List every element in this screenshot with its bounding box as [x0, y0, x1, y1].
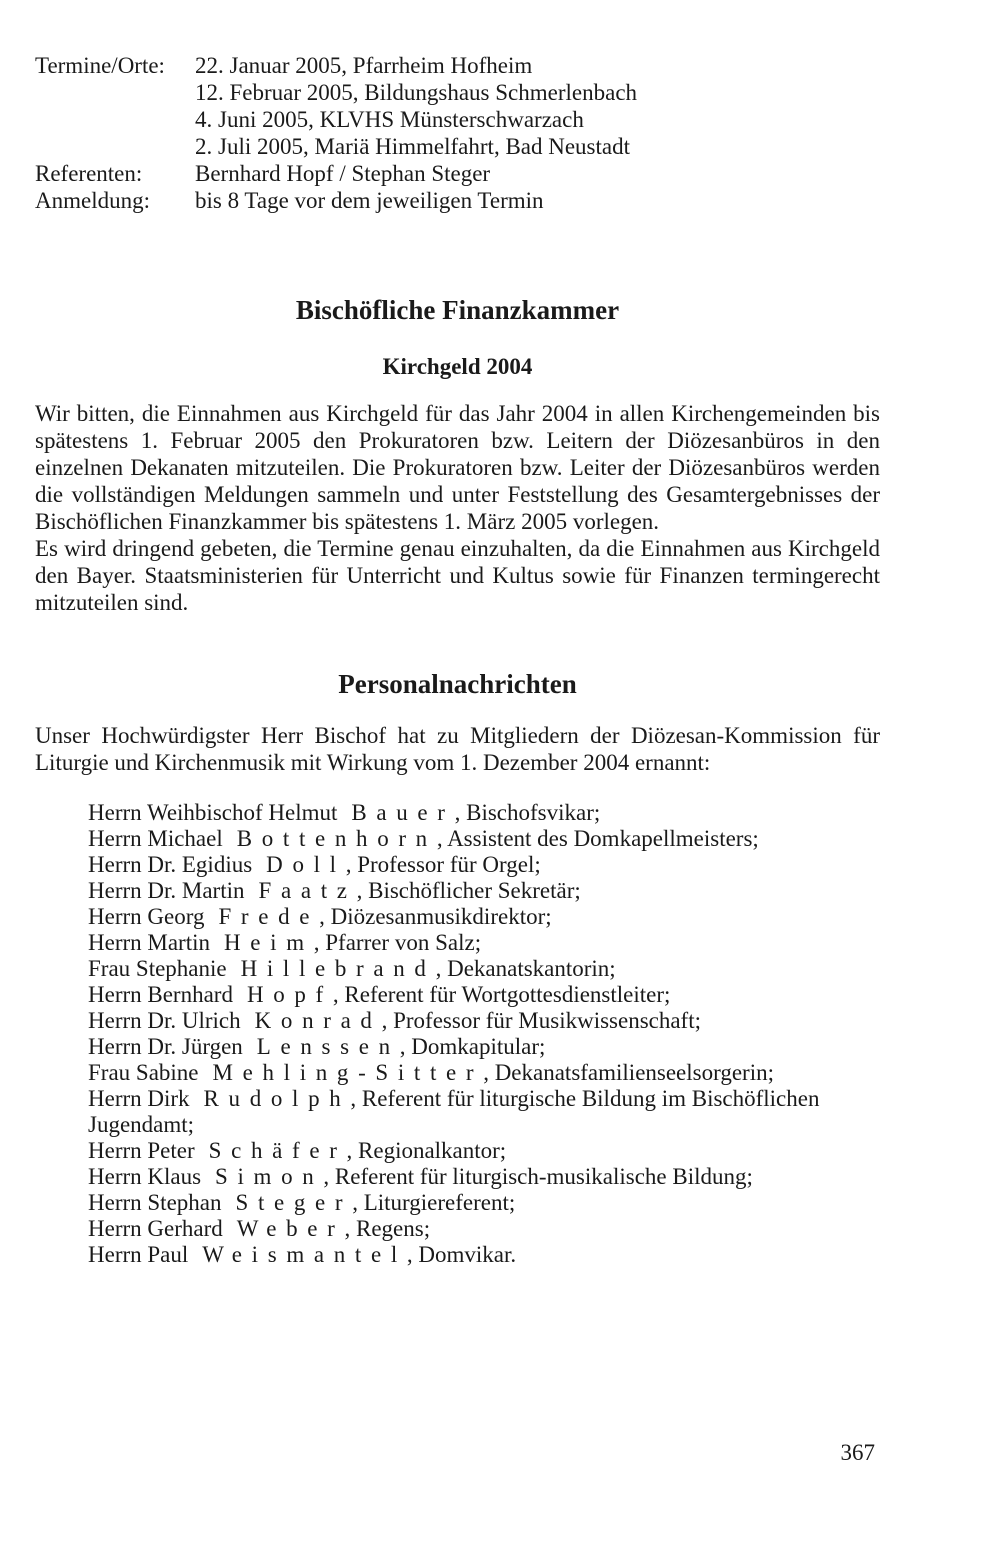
termine-item: 22. Januar 2005, Pfarrheim Hofheim [195, 53, 533, 78]
member-role: , Dekanatskantorin; [435, 956, 616, 981]
member-role: , Referent für liturgische Bildung im Bischöflichen Jugendamt; [88, 1086, 820, 1137]
member-surname: Rudolph [203, 1086, 351, 1111]
referenten-row [35, 160, 880, 187]
member-prefix: Herrn Paul [88, 1242, 189, 1267]
member-surname: Weber [236, 1216, 345, 1241]
document-page [35, 52, 880, 1268]
personalnachrichten-title: Personalnachrichten [338, 669, 577, 699]
list-item [88, 982, 880, 1008]
referenten-label: Referenten: [35, 161, 143, 186]
member-role: , Bischöflicher Sekretär; [356, 878, 581, 903]
termine-row [35, 52, 880, 160]
member-surname: Faatz [258, 878, 357, 903]
list-item [88, 1190, 880, 1216]
member-role: , Diözesanmusikdirektor; [319, 904, 552, 929]
member-prefix: Herrn Dirk [88, 1086, 190, 1111]
member-role: , Dekanatsfamilienseelsorgerin; [483, 1060, 775, 1085]
member-prefix: Frau Stephanie [88, 956, 227, 981]
list-item [88, 826, 880, 852]
termine-item: 12. Februar 2005, Bildungshaus Schmerlenbach [195, 80, 638, 105]
list-item [88, 1086, 880, 1138]
member-prefix: Herrn Michael [88, 826, 223, 851]
page-number: 367 [840, 1440, 875, 1465]
member-prefix: Herrn Dr. Martin [88, 878, 245, 903]
member-surname: Bottenhorn [236, 826, 437, 851]
member-role: , Regionalkantor; [346, 1138, 507, 1163]
member-prefix: Frau Sabine [88, 1060, 199, 1085]
list-item [88, 1216, 880, 1242]
member-surname: Konrad [254, 1008, 382, 1033]
member-surname: Steger [235, 1190, 353, 1215]
member-prefix: Herrn Martin [88, 930, 210, 955]
member-prefix: Herrn Stephan [88, 1190, 222, 1215]
anmeldung-label: Anmeldung: [35, 188, 150, 213]
member-prefix: Herrn Dr. Jürgen [88, 1034, 243, 1059]
list-item [88, 956, 880, 982]
member-prefix: Herrn Gerhard [88, 1216, 223, 1241]
member-role: , Referent für liturgisch-musikalische Bildung; [323, 1164, 753, 1189]
list-item [88, 800, 880, 826]
referenten-value: Bernhard Hopf / Stephan Steger [195, 161, 491, 186]
member-surname: Simon [215, 1164, 324, 1189]
member-surname: Hopf [246, 982, 333, 1007]
member-role: , Domkapitular; [399, 1034, 546, 1059]
list-item [88, 1008, 880, 1034]
termine-list [195, 52, 880, 160]
anmeldung-row [35, 187, 880, 214]
member-role: , Liturgiereferent; [352, 1190, 516, 1215]
member-role: , Regens; [344, 1216, 431, 1241]
member-role: , Assistent des Domkapellmeisters; [436, 826, 759, 851]
member-role: , Professor für Orgel; [345, 852, 541, 877]
member-surname: Heim [224, 930, 314, 955]
member-surname: Lenssen [256, 1034, 400, 1059]
kirchgeld-subtitle: Kirchgeld 2004 [382, 354, 533, 379]
termine-item: 2. Juli 2005, Mariä Himmelfahrt, Bad Neustadt [195, 134, 631, 159]
list-item [88, 904, 880, 930]
member-prefix: Herrn Georg [88, 904, 205, 929]
member-prefix: Herrn Bernhard [88, 982, 233, 1007]
kirchgeld-paragraph-1: Wir bitten, die Einnahmen aus Kirchgeld für das Jahr 2004 in allen Kirchengemeinden bis spätestens 1. Februar 2005 den Prokuratoren bzw. Leitern der Diözesanbüros in den einzelnen Dekanaten mitzuteilen. Die Prokuratoren bzw. Leiter der Diözesanbüros werden die vollständigen Meldungen sammeln und unter Feststellung des Gesamtergebnisses der Bischöflichen Finanzkammer bis spätestens 1. März 2005 vorlegen. [35, 401, 880, 534]
list-item [88, 1242, 880, 1268]
member-role: , Professor für Musikwissenschaft; [381, 1008, 701, 1033]
termine-label: Termine/Orte: [35, 53, 165, 78]
event-info-block [35, 52, 880, 214]
kirchgeld-paragraph-2: Es wird dringend gebeten, die Termine genau einzuhalten, da die Einnahmen aus Kirchgeld den Bayer. Staatsministerien für Unterricht und Kultus sowie für Finanzen termingerecht mitzuteilen sind. [35, 536, 880, 615]
member-prefix: Herrn Peter [88, 1138, 195, 1163]
list-item [88, 1164, 880, 1190]
anmeldung-value: bis 8 Tage vor dem jeweiligen Termin [195, 188, 544, 213]
member-role: , Referent für Wortgottesdienstleiter; [332, 982, 671, 1007]
member-surname: Hillebrand [240, 956, 436, 981]
member-surname: Mehling-Sitter [212, 1060, 484, 1085]
list-item [88, 1138, 880, 1164]
termine-item: 4. Juni 2005, KLVHS Münsterschwarzach [195, 107, 584, 132]
list-item [88, 878, 880, 904]
member-surname: Bauer [351, 800, 455, 825]
member-prefix: Herrn Klaus [88, 1164, 202, 1189]
personal-intro: Unser Hochwürdigster Herr Bischof hat zu Mitgliedern der Diözesan-Kommission für Liturgie und Kirchenmusik mit Wirkung vom 1. Dezember 2004 ernannt: [35, 723, 880, 775]
member-prefix: Herrn Dr. Egidius [88, 852, 253, 877]
member-surname: Frede [218, 904, 320, 929]
member-prefix: Herrn Dr. Ulrich [88, 1008, 241, 1033]
member-role: , Pfarrer von Salz; [313, 930, 482, 955]
list-item [88, 930, 880, 956]
finanzkammer-title: Bischöfliche Finanzkammer [295, 295, 620, 325]
list-item [88, 852, 880, 878]
list-item [88, 1034, 880, 1060]
member-surname: Schäfer [208, 1138, 347, 1163]
list-item [88, 1060, 880, 1086]
member-role: , Bischofsvikar; [454, 800, 601, 825]
member-surname: Doll [266, 852, 346, 877]
commission-member-list [35, 800, 880, 1268]
member-surname: Weismantel [202, 1242, 407, 1267]
member-prefix: Herrn Weihbischof Helmut [88, 800, 338, 825]
member-role: , Domvikar. [406, 1242, 517, 1267]
